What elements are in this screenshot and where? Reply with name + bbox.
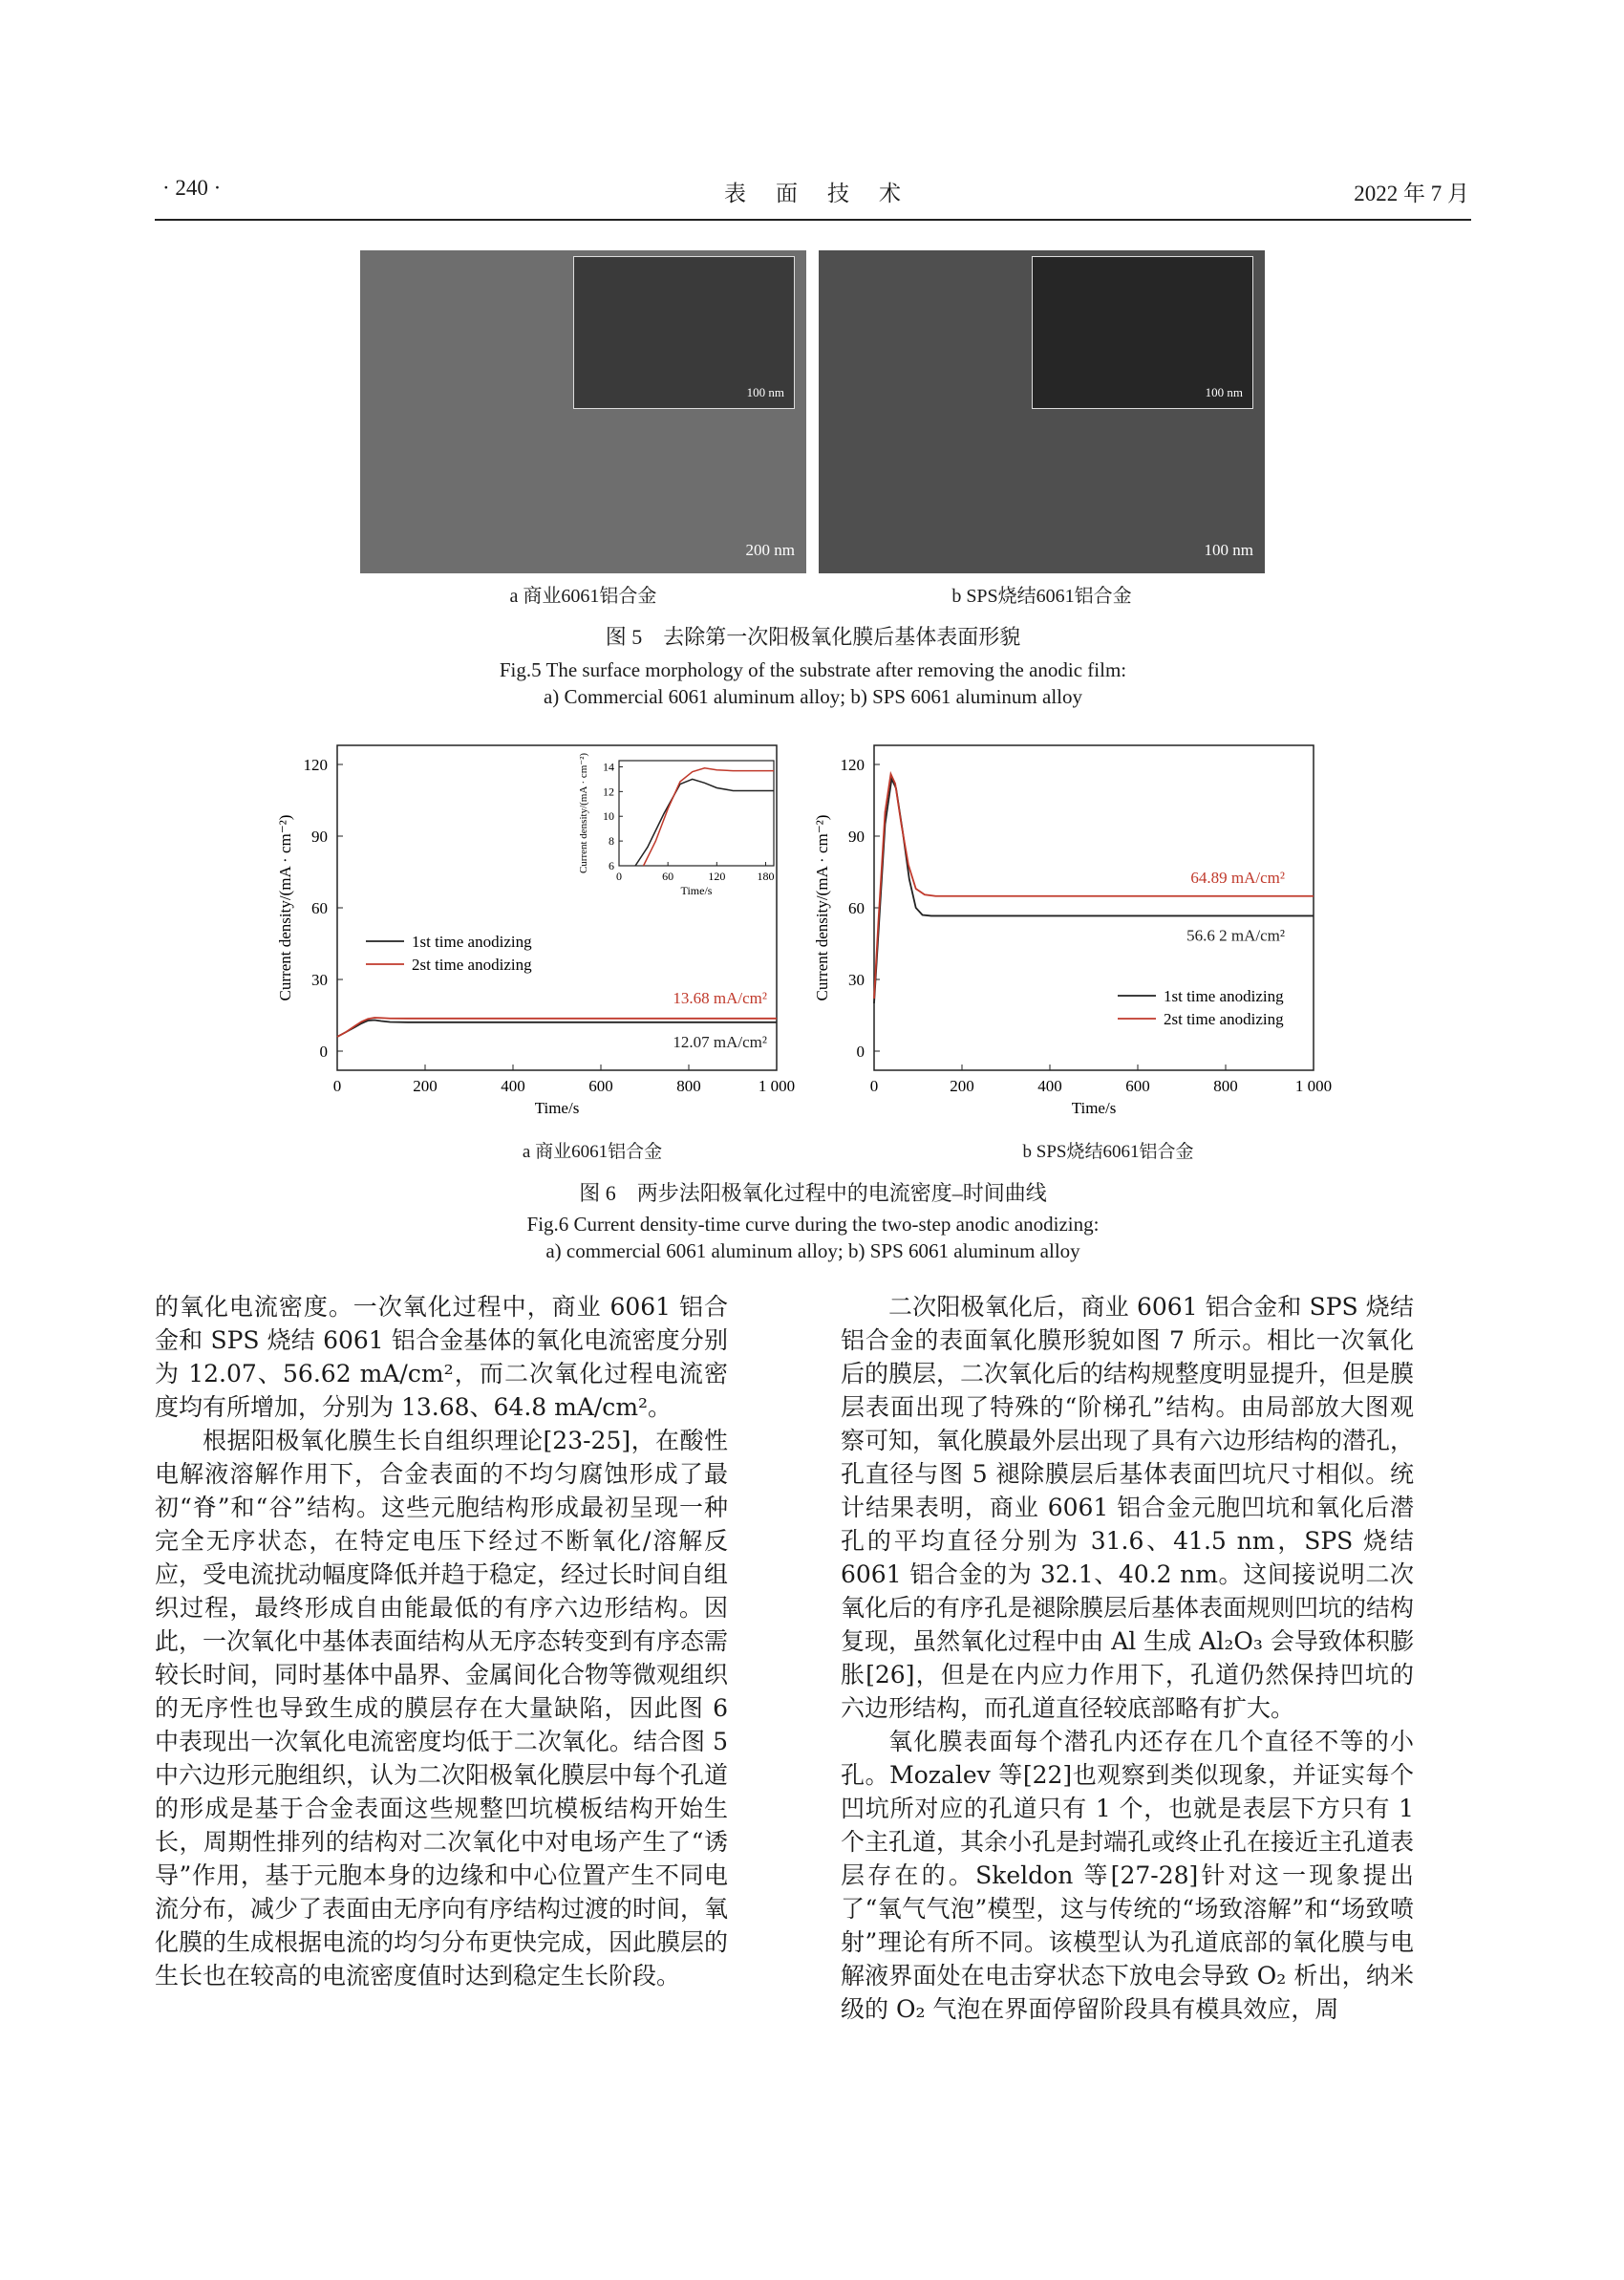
fig6-label-a: a 商业6061铝合金 <box>522 1142 663 1162</box>
fig5-caption <box>155 621 1471 710</box>
y-tick-label: 120 <box>303 756 328 774</box>
inset-x-tick-label: 180 <box>757 870 775 883</box>
x-tick-label: 1 000 <box>758 1077 796 1095</box>
y-tick-label: 30 <box>848 971 865 989</box>
y-tick-label: 90 <box>311 828 328 846</box>
x-tick-label: 400 <box>501 1077 525 1095</box>
value-annotation: 12.07 mA/cm² <box>673 1032 767 1051</box>
fig6-caption-en-2: a) commercial 6061 aluminum alloy; b) SPS 6061 aluminum alloy <box>545 1239 1080 1262</box>
legend-label: 2st time anodizing <box>1164 1010 1284 1028</box>
x-tick-label: 1 000 <box>1294 1077 1333 1095</box>
fig5-caption-en-1: Fig.5 The surface morphology of the substrate after removing the anodic film: <box>499 658 1127 681</box>
value-annotation: 56.6 2 mA/cm² <box>1186 926 1285 945</box>
body-right-column <box>841 1290 1414 2026</box>
legend-label: 1st time anodizing <box>1164 987 1284 1005</box>
x-tick-label: 600 <box>1125 1077 1150 1095</box>
inset-y-tick-label: 10 <box>603 809 614 824</box>
inset-y-tick-label: 8 <box>609 834 614 849</box>
issue-date: 2022 年 7 月 <box>1354 182 1469 205</box>
y-tick-label: 0 <box>856 1043 865 1061</box>
inset-scale-bar-a: 100 nm <box>746 385 784 399</box>
y-axis-label: Current density/(mA · cm⁻²) <box>813 814 831 1001</box>
x-tick-label: 600 <box>588 1077 613 1095</box>
inset-y-axis-label: Current density/(mA · cm⁻²) <box>578 752 589 874</box>
value-annotation: 64.89 mA/cm² <box>1190 868 1285 887</box>
value-annotation: 13.68 mA/cm² <box>673 988 767 1007</box>
inset-y-tick-label: 12 <box>603 785 614 799</box>
body-left-column <box>155 1290 728 1992</box>
fig5-caption-en-2: a) Commercial 6061 aluminum alloy; b) SPS 6061 aluminum alloy <box>543 685 1083 708</box>
fig6-caption-en-1: Fig.6 Current density-time curve during the two-step anodic anodizing: <box>526 1213 1100 1236</box>
x-tick-label: 800 <box>676 1077 701 1095</box>
fig5-label-a: a 商业6061铝合金 <box>509 586 657 607</box>
sem-inset-a <box>573 256 795 409</box>
inset-x-tick-label: 120 <box>708 870 726 883</box>
y-tick-label: 0 <box>319 1043 328 1061</box>
paragraph: 的氧化电流密度。一次氧化过程中，商业 6061 铝合金和 SPS 烧结 6061 铝合金基体的氧化电流密度分别为 12.07、56.62 mA/cm²，而二次氧化过程电流密度均有所增加，分别为 13.68、64.8 mA/cm²。 <box>155 1293 728 1421</box>
series-line <box>874 779 1314 1003</box>
sem-image-a <box>360 250 806 573</box>
fig6-label-b: b SPS烧结6061铝合金 <box>1022 1142 1194 1162</box>
x-tick-label: 200 <box>413 1077 438 1095</box>
fig6-caption <box>155 1177 1471 1264</box>
x-axis-label: Time/s <box>534 1099 580 1117</box>
y-tick-label: 60 <box>848 899 865 917</box>
x-axis-label: Time/s <box>1071 1099 1117 1117</box>
legend-label: 2st time anodizing <box>412 956 532 974</box>
y-tick-label: 120 <box>840 756 865 774</box>
x-tick-label: 800 <box>1213 1077 1238 1095</box>
y-tick-label: 90 <box>848 828 865 846</box>
y-tick-label: 30 <box>311 971 328 989</box>
journal-title: 表 面 技 术 <box>724 182 905 205</box>
fig5-caption-cn: 图 5 去除第一次阳极氧化膜后基体表面形貌 <box>605 625 1021 649</box>
inset-y-tick-label: 6 <box>609 859 614 872</box>
chart-a <box>266 736 801 1137</box>
paragraph: 氧化膜表面每个潜孔内还存在几个直径不等的小孔。Mozalev 等[22]也观察到类似现象，并证实每个凹坑所对应的孔道只有 1 个，也就是表层下方只有 1 个主孔道，其余小孔是封端孔或终止孔在接近主孔道表层存在的。Skeldon 等[27-28]针对这一现象提出了“氧气气泡”模型，这与传统的“场致溶解”和“场致喷射”理论有所不同。该模型认为孔道底部的氧化膜与电解液界面处在电击穿状态下放电会导致 O₂ 析出，纳米级的 O₂ 气泡在界面停留阶段具有模具效应，周 <box>841 1728 1415 2023</box>
inset-x-tick-label: 0 <box>616 870 622 883</box>
x-tick-label: 400 <box>1037 1077 1062 1095</box>
inset-scale-bar-b: 100 nm <box>1205 385 1243 399</box>
scale-bar-b: 100 nm <box>1204 541 1253 559</box>
inset-y-tick-label: 14 <box>603 760 614 774</box>
scale-bar-a: 200 nm <box>745 541 795 559</box>
paragraph: 根据阳极氧化膜生长自组织理论[23-25]，在酸性电解液溶解作用下，合金表面的不均匀腐蚀形成了最初“脊”和“谷”结构。这些元胞结构形成最初呈现一种完全无序状态，在特定电压下经过不断氧化/溶解反应，受电流扰动幅度降低并趋于稳定，经过长时间自组织过程，最终形成自由能最低的有序六边形结构。因此，一次氧化中基体表面结构从无序态转变到有序态需较长时间，同时基体中晶界、金属间化合物等微观组织的无序性也导致生成的膜层存在大量缺陷，因此图 6 中表现出一次氧化电流密度均低于二次氧化。结合图 5 中六边形元胞组织，认为二次阳极氧化膜层中每个孔道的形成是基于合金表面这些规整凹坑模板结构开始生长，周期性排列的结构对二次氧化中对电场产生了“诱导”作用，基于元胞本身的边缘和中心位置产生不同电流分布，减少了表面由无序向有序结构过渡的时间，氧化膜的生成根据电流的均匀分布更快完成，因此膜层的生长也在较高的电流密度值时达到稳定生长阶段。 <box>155 1427 729 1990</box>
paragraph: 二次阳极氧化后，商业 6061 铝合金和 SPS 烧结铝合金的表面氧化膜形貌如图 7 所示。相比一次氧化后的膜层，二次氧化后的结构规整度明显提升，但是膜层表面出现了特殊的“阶梯孔”结构。由局部放大图观察可知，氧化膜最外层出现了具有六边形结构的潜孔，孔直径与图 5 褪除膜层后基体表面凹坑尺寸相似。统计结果表明，商业 6061 铝合金元胞凹坑和氧化后潜孔的平均直径分别为 31.6、41.5 nm，SPS 烧结 6061 铝合金的为 32.1、40.2 nm。这间接说明二次氧化后的有序孔是褪除膜层后基体表面规则凹坑的结构复现，虽然氧化过程中由 Al 生成 Al₂O₃ 会导致体积膨胀[26]，但是在内应力作用下，孔道仍然保持凹坑的六边形结构，而孔道直径较底部略有扩大。 <box>841 1293 1415 1722</box>
x-tick-label: 200 <box>950 1077 974 1095</box>
inset-x-axis-label: Time/s <box>680 884 713 897</box>
y-tick-label: 60 <box>311 899 328 917</box>
fig6-caption-cn: 图 6 两步法阳极氧化过程中的电流密度–时间曲线 <box>579 1181 1047 1205</box>
x-tick-label: 0 <box>869 1077 879 1095</box>
x-tick-label: 0 <box>332 1077 342 1095</box>
legend-label: 1st time anodizing <box>412 933 532 951</box>
chart-b <box>802 736 1337 1137</box>
sem-inset-b <box>1032 256 1253 409</box>
inset-frame <box>619 761 774 866</box>
sem-image-b <box>819 250 1265 573</box>
inset-x-tick-label: 60 <box>662 870 674 883</box>
fig5-label-b: b SPS烧结6061铝合金 <box>951 586 1132 607</box>
header-rule <box>155 219 1471 221</box>
page-number: · 240 · <box>162 176 222 200</box>
y-axis-label: Current density/(mA · cm⁻²) <box>276 814 294 1001</box>
